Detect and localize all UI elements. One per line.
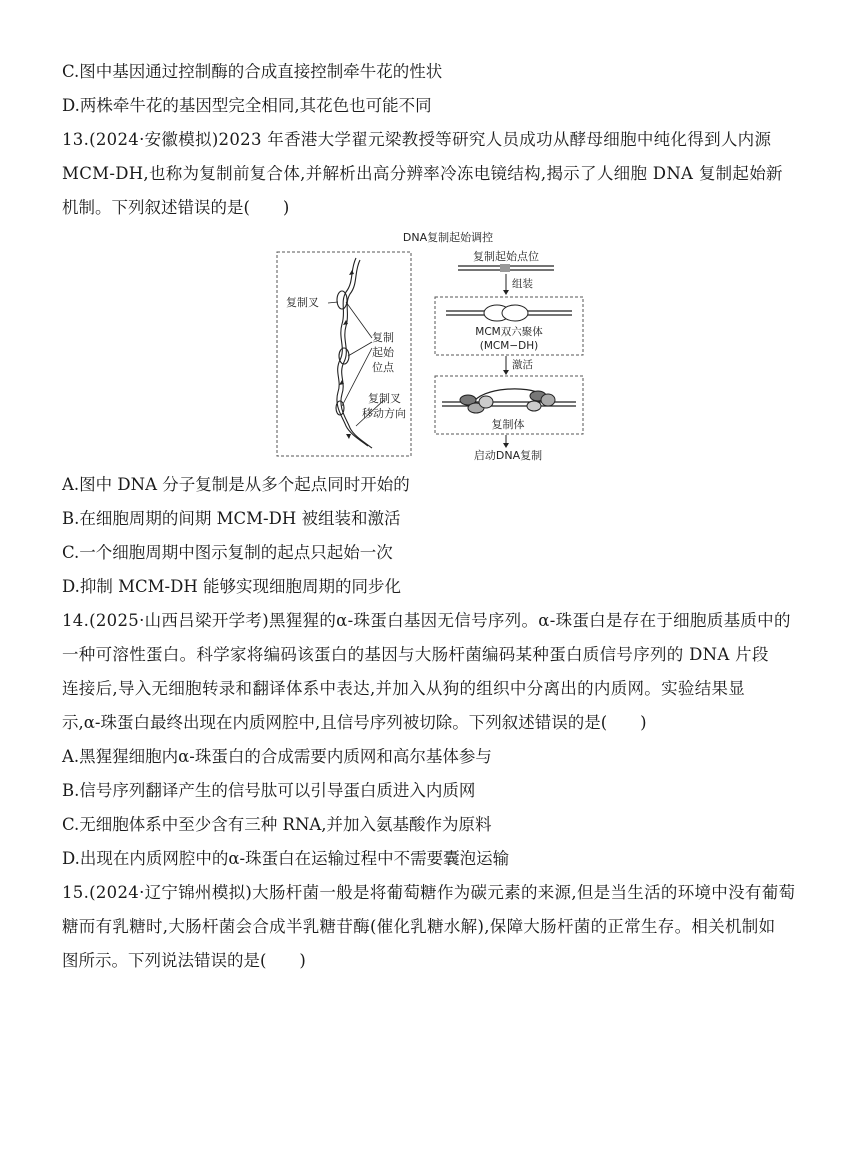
origin-site-dna xyxy=(458,264,554,272)
option-14d: D.出现在内质网腔中的α-珠蛋白在运输过程中不需要囊泡运输 xyxy=(62,849,510,868)
option-14b: B.信号序列翻译产生的信号肽可以引导蛋白质进入内质网 xyxy=(62,781,476,800)
question-14-line-1: 14.(2025·山西吕梁开学考)黑猩猩的α-珠蛋白基因无信号序列。α-珠蛋白是存在于细胞质基质中的 xyxy=(62,611,791,630)
question-15-line-2: 糖而有乳糖时,大肠杆菌会合成半乳糖苷酶(催化乳糖水解),保障大肠杆菌的正常生存。相关机制如 xyxy=(62,917,776,936)
label-origin-site: 复制起始点位 xyxy=(473,250,539,263)
question-15-line-1: 15.(2024·辽宁锦州模拟)大肠杆菌一般是将葡萄糖作为碳元素的来源,但是当生活的环境中没有葡萄 xyxy=(62,883,796,902)
question-14-line-3: 连接后,导入无细胞转录和翻译体系中表达,并加入从狗的组织中分离出的内质网。实验结果显 xyxy=(62,679,746,698)
label-origin-1: 复制 xyxy=(372,331,394,344)
label-mcm-1: MCM双六聚体 xyxy=(475,326,543,338)
label-replication-fork: 复制叉 xyxy=(286,296,319,309)
replication-bubble xyxy=(337,291,347,309)
option-12c: C.图中基因通过控制酶的合成直接控制牵牛花的性状 xyxy=(62,62,443,81)
option-13d: D.抑制 MCM-DH 能够实现细胞周期的同步化 xyxy=(62,577,401,596)
option-13a: A.图中 DNA 分子复制是从多个起点同时开始的 xyxy=(62,475,410,494)
replisome xyxy=(442,389,576,413)
label-origin-2: 起始 xyxy=(372,346,394,359)
option-12d: D.两株牵牛花的基因型完全相同,其花色也可能不同 xyxy=(62,96,432,115)
question-13-line-2: MCM-DH,也称为复制前复合体,并解析出高分辨率冷冻电镜结构,揭示了人细胞 DNA 复制起始新 xyxy=(62,164,783,183)
label-assemble: 组装 xyxy=(512,278,533,290)
question-14-line-4: 示,α-珠蛋白最终出现在内质网腔中,且信号序列被切除。下列叙述错误的是( ) xyxy=(62,713,647,732)
mcm-double-hexamer xyxy=(446,305,572,321)
figure-title: DNA复制起始调控 xyxy=(402,231,494,244)
label-direction-2: 移动方向 xyxy=(362,407,406,420)
option-13c: C.一个细胞周期中图示复制的起点只起始一次 xyxy=(62,543,393,562)
option-14c: C.无细胞体系中至少含有三种 RNA,并加入氨基酸作为原料 xyxy=(62,815,492,834)
question-13-line-3: 机制。下列叙述错误的是( ) xyxy=(62,198,290,217)
option-14a: A.黑猩猩细胞内α-珠蛋白的合成需要内质网和高尔基体参与 xyxy=(62,747,492,766)
option-13b: B.在细胞周期的间期 MCM-DH 被组装和激活 xyxy=(62,509,401,528)
question-14-line-2: 一种可溶性蛋白。科学家将编码该蛋白的基因与大肠杆菌编码某种蛋白质信号序列的 DNA 片段 xyxy=(62,645,769,664)
label-replisome: 复制体 xyxy=(491,418,525,431)
question-15-line-3: 图所示。下列说法错误的是( ) xyxy=(62,951,306,970)
label-direction-1: 复制叉 xyxy=(368,392,401,405)
label-start-replication: 启动DNA复制 xyxy=(473,449,543,462)
dna-replication-figure xyxy=(276,230,586,462)
label-activate: 激活 xyxy=(512,359,533,371)
label-origin-3: 位点 xyxy=(372,361,394,374)
question-13-line-1: 13.(2024·安徽模拟)2023 年香港大学翟元梁教授等研究人员成功从酵母细胞中纯化得到人内源 xyxy=(62,130,772,149)
label-mcm-2: (MCM−DH) xyxy=(479,340,539,352)
